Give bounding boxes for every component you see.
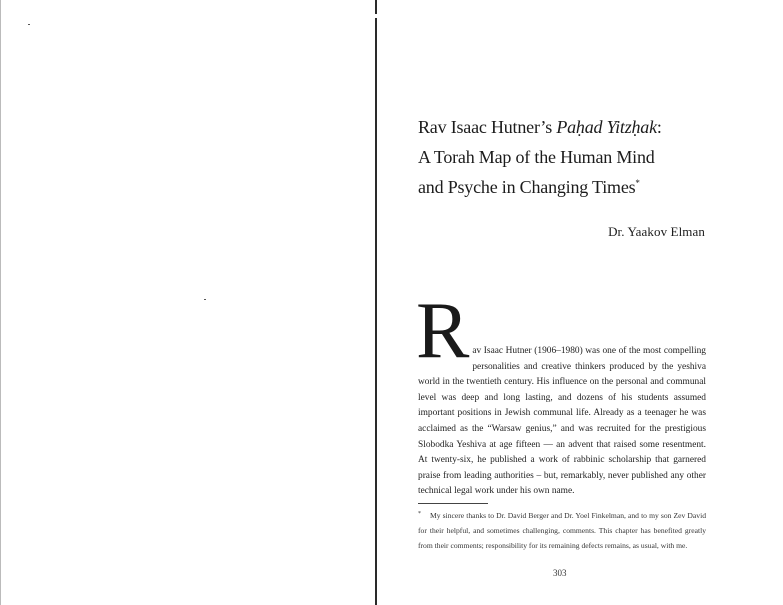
footnote-rule <box>418 503 488 504</box>
page-number: 303 <box>553 568 567 578</box>
title-colon: : <box>656 117 662 137</box>
author-name: Dr. Yaakov Elman <box>608 224 705 239</box>
title-footnote-marker: * <box>635 178 640 188</box>
scan-speck <box>204 299 206 300</box>
left-page-edge <box>0 0 1 605</box>
title-prefix: Rav Isaac Hutner’s <box>418 117 557 137</box>
chapter-title-line-1 <box>418 112 738 142</box>
footnote-text: My sincere thanks to Dr. David Berger and Dr. Yoel Finkelman, and to my son Zev David for their helpful, and sometimes challenging, comments. This chapter has benefited greatly from their comments; responsibility for its remaining defects remains, as usual, with me. <box>418 511 706 550</box>
body-text <box>416 287 706 500</box>
chapter-title <box>418 112 738 202</box>
binding-gutter <box>375 18 377 605</box>
footnote-marker: * <box>418 511 421 517</box>
scan-speck <box>28 24 30 25</box>
title-italic-work: Paḥad Yitzḥak <box>556 117 657 137</box>
body-paragraph: av Isaac Hutner (1906–1980) was one of the most compelling personalities and creative thinkers produced by the yeshiva world in the twentieth century. His influence on the personal and communal level was deep and long lasting, and dozens of his students assumed important positions in Jewish communal life. Already as a teenager he was acclaimed as the “Warsaw genius,” and was recruited for the prestigious Slobodka Yeshiva at age fifteen — an advent that raised some resentment. At twenty-six, he published a work of rabbinic scholarship that garnered praise from leading authorities – but, remarkably, never published any other technical legal work under his own name. <box>418 346 706 497</box>
footnote <box>418 508 706 553</box>
binding-gutter-top <box>375 0 377 14</box>
title-line-3-text: and Psyche in Changing Times <box>418 177 636 197</box>
chapter-title-line-3 <box>418 172 738 202</box>
chapter-title-line-2: A Torah Map of the Human Mind <box>418 147 655 167</box>
drop-cap: R <box>416 287 470 375</box>
